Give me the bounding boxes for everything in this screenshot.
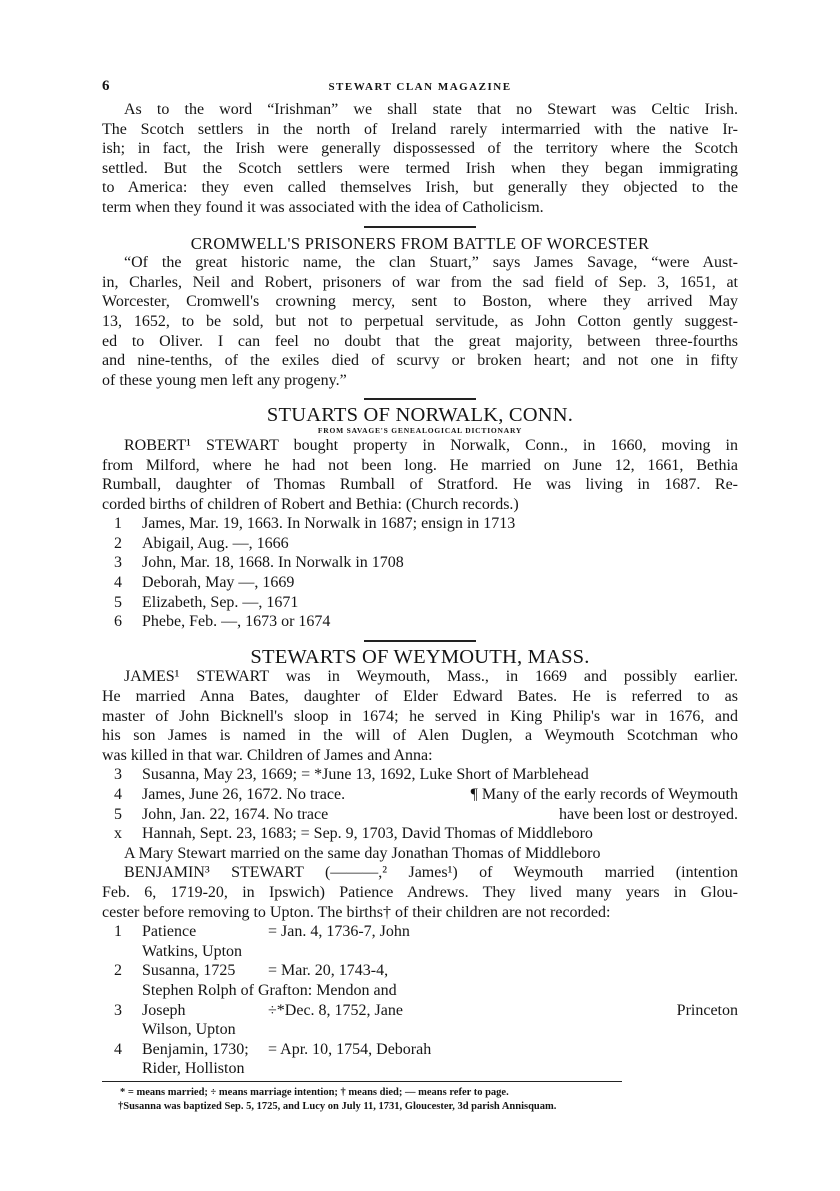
item-text: John, Mar. 18, 1668. In Norwalk in 1708: [142, 554, 404, 572]
list-item: [102, 922, 738, 961]
item-text: James, Mar. 19, 1663. In Norwalk in 1687; ensign in 1713: [142, 515, 516, 533]
benjamin-children-list: [102, 922, 738, 1079]
source-note: FROM SAVAGE'S GENEALOGICAL DICTIONARY: [317, 425, 523, 435]
page-header: [102, 78, 738, 98]
item-text: Hannah, Sept. 23, 1683; = Sep. 9, 1703, David Thomas of Middleboro: [142, 825, 593, 843]
norwalk-paragraph: [102, 436, 738, 514]
text-line: from Milford, where he had not been long. He married on June 12, 1661, Bethia: [102, 456, 738, 474]
list-item: [102, 553, 738, 573]
list-item: [102, 824, 738, 844]
child-name: Benjamin, 1730;: [142, 1040, 249, 1058]
list-item: [102, 765, 738, 785]
child-detail: = Mar. 20, 1743-4, Stephen Rolph of Grafton: Mendon and: [142, 962, 397, 999]
footnote-legend: * = means married; ÷ means marriage intention; † means died; — means refer to page.: [120, 1086, 509, 1098]
text-line: ed to Oliver. I can feel no doubt that the great majority, between three-fourths: [102, 332, 738, 350]
child-detail: ÷*Dec. 8, 1752, Jane Wilson, Upton: [142, 1001, 403, 1039]
child-detail: = Apr. 10, 1754, Deborah Rider, Holliston: [142, 1040, 432, 1078]
intro-paragraph: [102, 100, 738, 218]
child-name: Susanna, 1725: [142, 962, 236, 980]
child-name: Joseph: [142, 1001, 186, 1019]
section-divider: [364, 398, 476, 400]
mary-note: A Mary Stewart married on the same day Jonathan Thomas of Middleboro: [124, 844, 601, 862]
text-line: to America: they even called themselves Irish, but generally they objected to the: [102, 179, 738, 197]
list-item: [102, 514, 738, 534]
page-number: 6: [102, 78, 110, 94]
section-heading-cromwell: CROMWELL'S PRISONERS FROM BATTLE OF WORCESTER: [190, 233, 650, 253]
list-item: [102, 573, 738, 593]
item-number: 5: [114, 593, 122, 611]
side-note: Princeton: [676, 1001, 738, 1019]
item-number: 2: [114, 962, 122, 980]
text-line: Feb. 6, 1719-20, in Ipswich) Patience Andrews. They lived many years in Glou-: [102, 883, 738, 901]
text-line: 13, 1652, to be sold, but not to perpetual servitude, as John Cotton gently suggest-: [102, 312, 738, 330]
list-item: [102, 785, 738, 805]
side-note: [440, 1040, 738, 1079]
side-note: [440, 961, 738, 1000]
item-number: 4: [114, 786, 122, 803]
text-line: “Of the great historic name, the clan Stuart,” says James Savage, “were Aust-: [124, 254, 738, 272]
running-title: STEWART CLAN MAGAZINE: [328, 81, 512, 93]
item-number: x: [114, 825, 122, 843]
weymouth-children-list: [102, 765, 738, 843]
item-number: 3: [114, 554, 122, 572]
text-line: The Scotch settlers in the north of Ireland rarely intermarried with the native Ir-: [102, 120, 738, 138]
text-line: ROBERT¹ STEWART bought property in Norwalk, Conn., in 1660, moving in: [124, 436, 738, 454]
footnote-divider: [102, 1081, 622, 1082]
list-item: [102, 534, 738, 554]
benjamin-paragraph: [102, 863, 738, 922]
section-heading-weymouth: STEWARTS OF WEYMOUTH, MASS.: [250, 645, 590, 668]
item-number: 3: [114, 766, 122, 784]
text-line: his son James is named in the will of Alen Duglen, a Weymouth Scotchman who: [102, 727, 738, 745]
list-item: [102, 1001, 738, 1040]
item-number: 4: [114, 574, 122, 592]
text-line: corded births of children of Robert and Bethia: (Church records.): [102, 495, 519, 513]
child-detail: = Jan. 4, 1736-7, John Watkins, Upton: [142, 923, 410, 960]
article-body: [102, 100, 738, 1114]
item-text: Phebe, Feb. —, 1673 or 1674: [142, 613, 331, 631]
text-line: was killed in that war. Children of James and Anna:: [102, 746, 433, 764]
text-line: settled. But the Scotch settlers were termed Irish when they began immigrating: [102, 159, 738, 177]
item-text: Abigail, Aug. —, 1666: [142, 534, 289, 552]
section-divider: [364, 640, 476, 642]
list-item: [102, 1040, 738, 1079]
side-note: have been lost or destroyed.: [558, 805, 738, 823]
item-text: John, Jan. 22, 1674. No trace: [142, 805, 329, 823]
item-number: 5: [114, 805, 122, 823]
item-number: 1: [114, 515, 122, 533]
text-line: JAMES¹ STEWART was in Weymouth, Mass., in 1669 and possibly earlier.: [124, 668, 738, 686]
item-number: 4: [114, 1040, 122, 1058]
text-line: ish; in fact, the Irish were generally dispossessed of the territory where the Scotch: [102, 140, 738, 158]
item-text: Elizabeth, Sep. —, 1671: [142, 593, 299, 611]
side-note: [440, 922, 738, 961]
text-line: and nine-tenths, of the exiles died of scurvy or broken heart; and not one in fifty: [102, 352, 738, 370]
text-line: BENJAMIN³ STEWART (———,² James¹) of Weymouth married (intention: [124, 864, 738, 882]
list-item: [102, 612, 738, 632]
text-line: As to the word “Irishman” we shall state that no Stewart was Celtic Irish.: [124, 101, 738, 118]
list-item: [102, 805, 738, 825]
text-line: Worcester, Cromwell's crowning mercy, sent to Boston, where they arrived May: [102, 293, 738, 311]
item-text: Susanna, May 23, 1669; = *June 13, 1692, Luke Short of Marblehead: [142, 766, 589, 784]
text-line: master of John Bicknell's sloop in 1674; he served in King Philip's war in 1676, and: [102, 707, 738, 725]
text-line: cester before removing to Upton. The births† of their children are not recorded:: [102, 903, 611, 921]
text-line: Rumball, daughter of Thomas Rumball of Stratford. He was living in 1687. Re-: [102, 476, 738, 494]
text-line: in, Charles, Neil and Robert, prisoners of war from the sad field of Sep. 3, 1651, at: [102, 273, 738, 291]
norwalk-children-list: [102, 514, 738, 632]
section-divider: [364, 226, 476, 228]
item-number: 1: [114, 923, 122, 941]
list-item: [102, 961, 738, 1000]
cromwell-paragraph: [102, 253, 738, 390]
child-name: Patience: [142, 923, 197, 941]
item-text: Deborah, May —, 1669: [142, 574, 295, 592]
text-line: of these young men left any progeny.”: [102, 371, 347, 389]
footnote-baptism: †Susanna was baptized Sep. 5, 1725, and Lucy on July 11, 1731, Gloucester, 3d parish Annisquam.: [118, 1100, 557, 1112]
item-number: 2: [114, 534, 122, 552]
item-number: 6: [114, 613, 122, 631]
item-number: 3: [114, 1001, 122, 1019]
weymouth-paragraph: [102, 667, 738, 765]
text-line: He married Anna Bates, daughter of Elder Edward Bates. He is referred to as: [102, 688, 738, 706]
list-item: [102, 593, 738, 613]
section-heading-norwalk: STUARTS OF NORWALK, CONN.: [266, 404, 574, 427]
item-text: James, June 26, 1672. No trace.: [142, 786, 346, 803]
text-line: term when they found it was associated with the idea of Catholicism.: [102, 198, 544, 216]
side-note: ¶ Many of the early records of Weymouth: [470, 786, 738, 803]
